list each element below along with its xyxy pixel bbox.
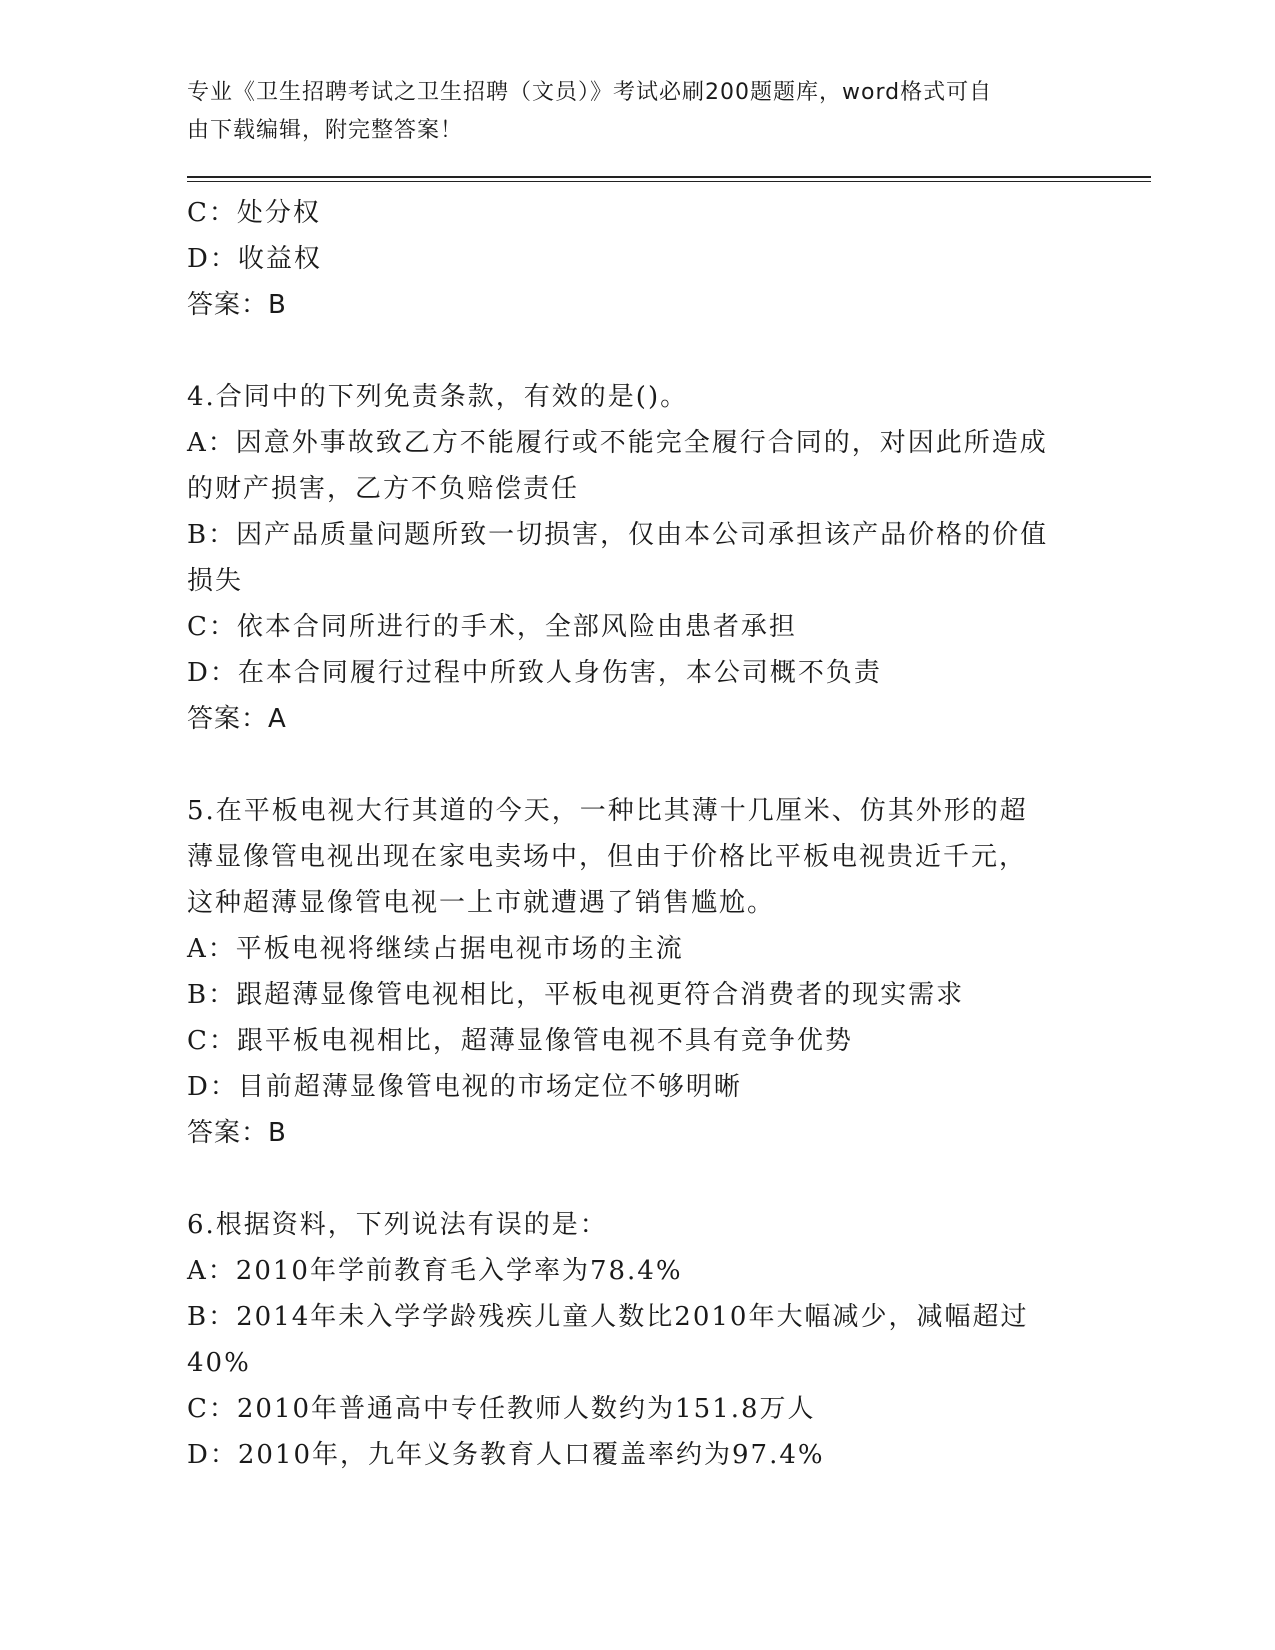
q5-option-a: A：平板电视将继续占据电视市场的主流 — [187, 934, 684, 964]
question-content — [187, 190, 1087, 1478]
q4-option-b-line-1: B：因产品质量问题所致一切损害，仅由本公司承担该产品价格的价值 — [187, 520, 1049, 550]
q6-option-d: D：2010年，九年义务教育人口覆盖率约为97.4% — [187, 1440, 825, 1470]
q4-option-a-line-1: A：因意外事故致乙方不能履行或不能完全履行合同的，对因此所造成 — [187, 428, 1048, 458]
q5-option-c: C：跟平板电视相比，超薄显像管电视不具有竞争优势 — [187, 1026, 853, 1056]
q6-option-b-line-2: 40% — [187, 1348, 251, 1378]
q6-option-c: C：2010年普通高中专任教师人数约为151.8万人 — [187, 1394, 816, 1424]
spacer — [187, 328, 1087, 374]
q4-option-b-line-2: 损失 — [187, 566, 244, 596]
q5-stem-line-2: 薄显像管电视出现在家电卖场中，但由于价格比平板电视贵近千元， — [187, 842, 1028, 872]
q4-option-a-line-2: 的财产损害，乙方不负赔偿责任 — [187, 474, 580, 504]
header-line-1: 专业《卫生招聘考试之卫生招聘（文员）》考试必刷200题题库，word格式可自 — [187, 80, 993, 105]
q4-option-c: C：依本合同所进行的手术，全部风险由患者承担 — [187, 612, 797, 642]
q5-stem-line-3: 这种超薄显像管电视一上市就遭遇了销售尴尬。 — [187, 888, 776, 918]
document-header — [187, 74, 1067, 150]
q4-stem: 4.合同中的下列免责条款，有效的是()。 — [187, 382, 689, 412]
q5-option-b: B：跟超薄显像管电视相比，平板电视更符合消费者的现实需求 — [187, 980, 965, 1010]
q5-option-d: D：目前超薄显像管电视的市场定位不够明晰 — [187, 1072, 742, 1102]
q4-option-d: D：在本合同履行过程中所致人身伤害，本公司概不负责 — [187, 658, 882, 688]
prev-option-d: D：收益权 — [187, 244, 322, 274]
header-divider-thin — [187, 181, 1151, 182]
prev-answer: 答案：B — [187, 290, 287, 320]
header-divider-thick — [187, 176, 1151, 178]
q4-answer: 答案：A — [187, 704, 287, 734]
prev-option-c: C：处分权 — [187, 198, 321, 228]
spacer — [187, 742, 1087, 788]
q5-stem-line-1: 5.在平板电视大行其道的今天，一种比其薄十几厘米、仿其外形的超 — [187, 796, 1028, 826]
q6-option-b-line-1: B：2014年未入学学龄残疾儿童人数比2010年大幅减少，减幅超过 — [187, 1302, 1029, 1332]
q5-answer: 答案：B — [187, 1118, 287, 1148]
q6-option-a: A：2010年学前教育毛入学率为78.4% — [187, 1256, 683, 1286]
header-line-2: 由下载编辑，附完整答案！ — [187, 118, 464, 143]
spacer — [187, 1156, 1087, 1202]
q6-stem: 6.根据资料，下列说法有误的是： — [187, 1210, 608, 1240]
